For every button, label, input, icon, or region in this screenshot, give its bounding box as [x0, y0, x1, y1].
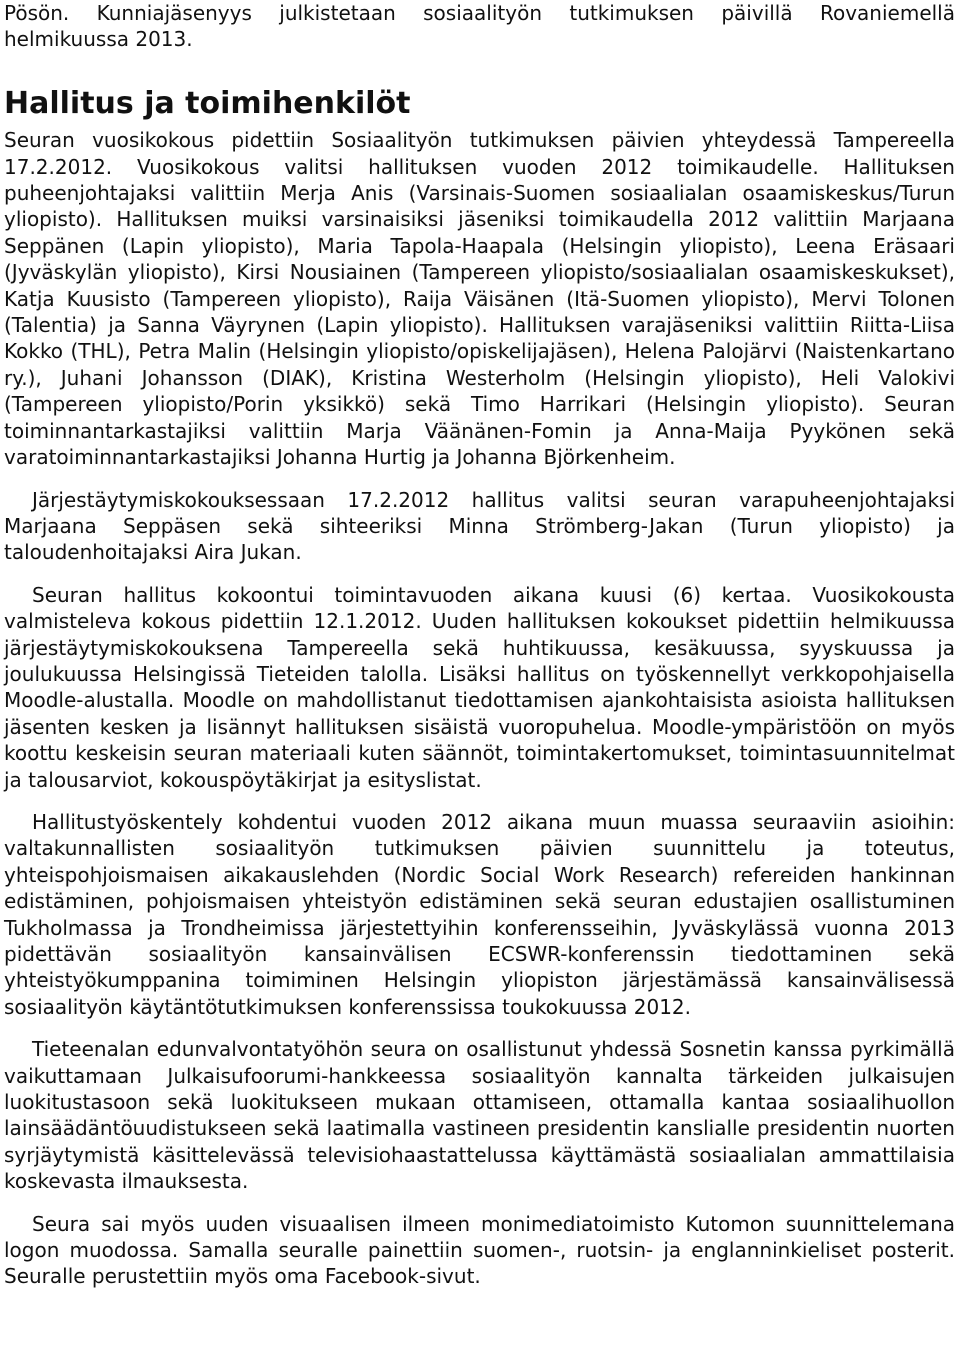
spacer — [4, 471, 955, 487]
visual-identity-paragraph: Seura sai myös uuden visuaalisen ilmeen monimediatoimisto Kutomon suunnittelemana logon muodossa. Samalla seuralle painettiin suomen-, ruotsin- ja englanninkieliset posterit. Seuralle perustettiin myös oma Facebook-sivut. — [4, 1211, 955, 1289]
spacer — [4, 1020, 955, 1036]
board-work-focus-paragraph: Hallitustyöskentely kohdentui vuoden 2012 aikana muun muassa seuraaviin asioihin: valtakunnallisten sosiaalityön tutkimuksen päivien suunnittelu ja toteutus, yhteispohjoismaisen aikakauslehden (Nordic Social Work Research) refereiden hankinnan edistäminen, pohjoismaisen yhteistyön edistäminen sekä seuran edustajien osallistuminen Tukholmassa ja Trondheimissa järjestettyihin konferensseihin, Jyväskylässä vuonna 2013 pidettävän sosiaalityön kansainvälisen ECSWR-konferenssin tiedottaminen sekä yhteistyökumppanina toimiminen Helsingin yliopiston järjestämässä kansainvälisessä sosiaalityön käytäntötutkimuksen konferenssissa toukokuussa 2012. — [4, 809, 955, 1019]
spacer — [4, 566, 955, 582]
intro-paragraph: Pösön. Kunniajäsenyys julkistetaan sosiaalityön tutkimuksen päivillä Rovaniemellä helmikuussa 2013. — [4, 1, 955, 52]
organizing-meeting-paragraph: Järjestäytymiskokouksessaan 17.2.2012 hallitus valitsi seuran varapuheenjohtajaksi Marjaana Seppäsen sekä sihteeriksi Minna Strömberg-Jakan (Turun yliopisto) ja taloudenhoitajaksi Aira Jukan. — [4, 487, 955, 565]
section-heading: Hallitus ja toimihenkilöt — [4, 85, 411, 121]
spacer — [4, 1195, 955, 1211]
advocacy-paragraph: Tieteenalan edunvalvontatyöhön seura on osallistunut yhdessä Sosnetin kanssa pyrkimällä vaikuttamaan Julkaisufoorumi-hankkeessa sosiaalityön kannalta tärkeiden julkaisujen luokitustasoon sekä luokitukseen mukaan ottamiseen, ottamalla kantaa sosiaalihuollon lainsäädäntöuudistukseen sekä laatimalla vastineen presidentin kanslialle presidentin nuorten syrjäytymistä käsittelevässä televisiohaastattelussa käyttämästä sosiaalialan ammattilaisia koskevasta ilmauksesta. — [4, 1037, 955, 1194]
spacer — [4, 793, 955, 809]
board-meetings-paragraph: Seuran hallitus kokoontui toimintavuoden aikana kuusi (6) kertaa. Vuosikokousta valmisteleva kokous pidettiin 12.1.2012. Uuden hallituksen kokoukset pidettiin helmikuussa järjestäytymiskokouksena Tampereella sekä huhtikuussa, kesäkuussa, syyskuussa ja joulukuussa Helsingissä Tieteiden talolla. Lisäksi hallitus on työskennellyt verkkopohjaisella Moodle-alustalla. Moodle on mahdollistanut tiedottamisen ajankohtaisista asioista hallituksen jäsenten kesken ja lisännyt hallituksen sisäistä vuoropuhelua. Moodle-ympäristöön on myös koottu keskeisin seuran materiaali kuten säännöt, toimintakertomukset, toimintasuunnitelmat ja talousarviot, kokouspöytäkirjat ja esityslistat. — [4, 582, 955, 792]
document-page — [4, 0, 955, 1290]
board-election-paragraph: Seuran vuosikokous pidettiin Sosiaalityön tutkimuksen päivien yhteydessä Tampereella 17.2.2012. Vuosikokous valitsi hallituksen vuoden 2012 toimikaudelle. Hallituksen puheenjohtajaksi valittiin Merja Anis (Varsinais-Suomen sosiaalialan osaamiskeskus/Turun yliopisto). Hallituksen muiksi varsinaisiksi jäseniksi toimikaudella 2012 valittiin Marjaana Seppänen (Lapin yliopisto), Maria Tapola-Haapala (Helsingin yliopisto), Leena Eräsaari (Jyväskylän yliopisto), Kirsi Nousiainen (Tampereen yliopisto/sosiaalialan osaamiskeskukset), Katja Kuusisto (Tampereen yliopisto), Raija Väisänen (Itä-Suomen yliopisto), Mervi Tolonen (Talentia) ja Sanna Väyrynen (Lapin yliopisto). Hallituksen varajäseniksi valittiin Riitta-Liisa Kokko (THL), Petra Malin (Helsingin yliopisto/opiskelijajäsen), Helena Palojärvi (Naistenkartano ry.), Juhani Johansson (DIAK), Kristina Westerholm (Helsingin yliopisto), Heli Valokivi (Tampereen yliopisto/Porin yksikkö) sekä Timo Harrikari (Helsingin yliopisto). Seuran toiminnantarkastajiksi valittiin Marja Väänänen-Fomin ja Anna-Maija Pyykönen sekä varatoiminnantarkastajiksi Johanna Hurtig ja Johanna Björkenheim. — [4, 128, 955, 470]
